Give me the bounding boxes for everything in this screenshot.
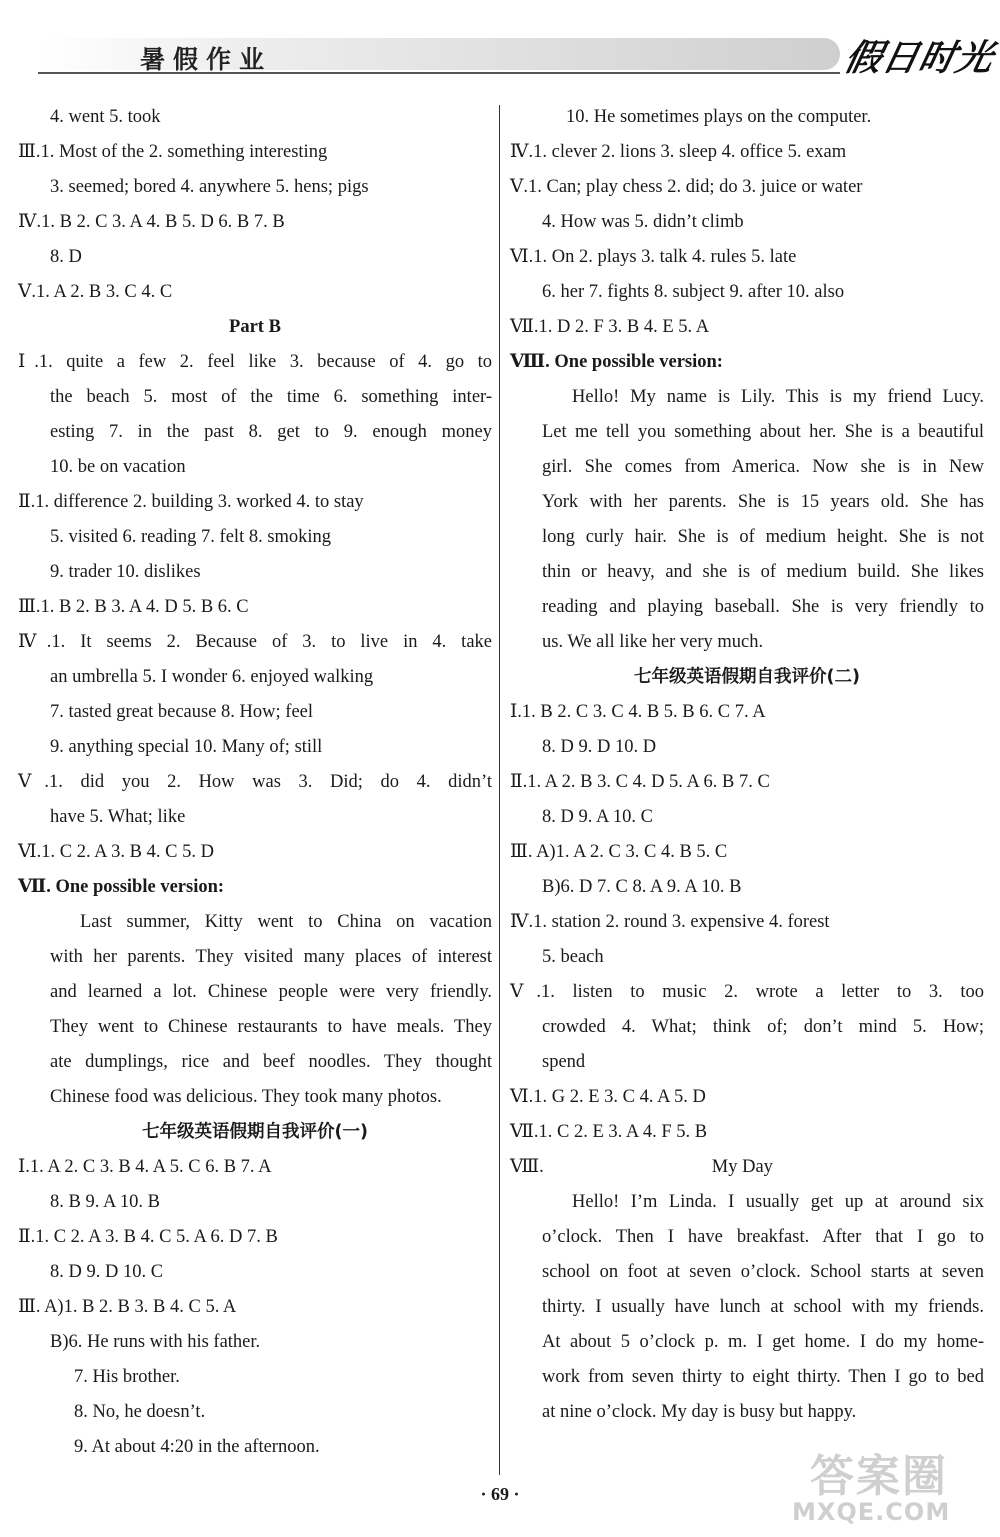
answer-line <box>18 205 492 240</box>
answer-line-text: Ⅱ.1. C 2. A 3. B 4. C 5. A 6. D 7. B <box>18 1227 278 1247</box>
answer-line-text: Ⅳ.1. station 2. round 3. expensive 4. forest <box>510 912 830 932</box>
answer-line <box>18 590 492 625</box>
answer-line <box>18 1080 492 1115</box>
answer-line <box>510 485 984 520</box>
answer-line-text: girl. She comes from America. Now she is in New <box>542 457 984 477</box>
answer-line <box>510 100 984 135</box>
answer-line-text: Ⅴ.1. listen to music 2. wrote a letter to 3. too <box>510 982 984 1002</box>
answer-line <box>510 520 984 555</box>
answer-line-text: us. We all like her very much. <box>542 632 764 652</box>
answer-line <box>510 1290 984 1325</box>
watermark-url: MXQE.COM <box>792 1498 951 1526</box>
answer-line <box>510 135 984 170</box>
answer-line-text: spend <box>542 1052 586 1072</box>
answer-line-text: 10. be on vacation <box>50 457 186 477</box>
answer-line <box>18 660 492 695</box>
answer-line-text: Ⅵ.1. G 2. E 3. C 4. A 5. D <box>510 1087 706 1107</box>
answer-line <box>510 835 984 870</box>
answer-line <box>18 1360 492 1395</box>
answer-line <box>18 835 492 870</box>
answer-line <box>18 1430 492 1465</box>
answer-line-text: Ⅲ.1. B 2. B 3. A 4. D 5. B 6. C <box>18 597 249 617</box>
answer-line <box>510 380 984 415</box>
answer-line <box>18 905 492 940</box>
answer-line-text: Ⅱ.1. A 2. B 3. C 4. D 5. A 6. B 7. C <box>510 772 770 792</box>
answer-line-text: Ⅲ. A)1. A 2. C 3. C 4. B 5. C <box>510 842 728 862</box>
answer-line-text: 8. D 9. D 10. C <box>50 1262 164 1282</box>
answer-line <box>510 240 984 275</box>
answer-line <box>18 870 492 905</box>
answer-line-text: 5. beach <box>542 947 604 967</box>
answer-line <box>18 485 492 520</box>
answer-line <box>18 520 492 555</box>
answer-line-text: B)6. D 7. C 8. A 9. A 10. B <box>542 877 742 897</box>
answer-line-text: At about 5 o’clock p. m. I get home. I do my home- <box>542 1332 984 1352</box>
answer-line <box>510 1010 984 1045</box>
answer-line <box>18 1115 492 1150</box>
answer-line <box>510 1115 984 1150</box>
answer-line <box>510 800 984 835</box>
answer-line-text: 8. D <box>50 247 82 267</box>
answer-line-text: 4. How was 5. didn’t climb <box>542 212 744 232</box>
essay-title: My Day <box>711 1157 773 1177</box>
right-column <box>510 100 984 1430</box>
answer-line <box>510 170 984 205</box>
answer-line-text: Ⅷ. <box>510 1157 544 1177</box>
answer-line-text: and learned a lot. Chinese people were very friendly. <box>50 982 492 1002</box>
answer-line <box>510 275 984 310</box>
answer-line <box>18 1010 492 1045</box>
answer-line-text: o’clock. Then I have breakfast. After that I go to <box>542 1227 984 1247</box>
page-header <box>0 0 1000 100</box>
answer-line-text: 9. At about 4:20 in the afternoon. <box>74 1437 320 1457</box>
answer-line <box>18 135 492 170</box>
answer-line-text: 7. tasted great because 8. How; feel <box>50 702 314 722</box>
answer-line <box>18 1150 492 1185</box>
answer-line-text: 8. B 9. A 10. B <box>50 1192 160 1212</box>
answer-line <box>510 1080 984 1115</box>
answer-line-text: Part B <box>229 317 281 337</box>
answer-line-text: 8. D 9. D 10. D <box>542 737 657 757</box>
answer-line-text: Ⅶ.1. D 2. F 3. B 4. E 5. A <box>510 317 710 337</box>
answer-line-text: 3. seemed; bored 4. anywhere 5. hens; pigs <box>50 177 369 197</box>
answer-line-text: ate dumplings, rice and beef noodles. They thought <box>50 1052 492 1072</box>
answer-line-text: Chinese food was delicious. They took many photos. <box>50 1087 442 1107</box>
answer-line <box>510 1325 984 1360</box>
answer-line <box>18 170 492 205</box>
answer-line <box>510 625 984 660</box>
answer-line <box>510 310 984 345</box>
answer-line-text: Let me tell you something about her. She is a beautiful <box>542 422 984 442</box>
answer-line <box>18 240 492 275</box>
answer-line-text: at nine o’clock. My day is busy but happy. <box>542 1402 857 1422</box>
answer-line-text: 9. anything special 10. Many of; still <box>50 737 323 757</box>
answer-line-text: Ⅲ.1. Most of the 2. something interesting <box>18 142 328 162</box>
answer-line-text: They went to Chinese restaurants to have meals. They <box>50 1017 492 1037</box>
answer-line <box>18 940 492 975</box>
answer-line-text: thin or heavy, and she is of medium build. She likes <box>542 562 984 582</box>
answer-line <box>18 345 492 380</box>
answer-line-text: Last summer, Kitty went to China on vacation <box>80 912 492 932</box>
answer-line-text: Ⅵ.1. C 2. A 3. B 4. C 5. D <box>18 842 214 862</box>
answer-line <box>18 275 492 310</box>
answer-line-text: with her parents. They visited many places of interest <box>50 947 492 967</box>
answer-line-text: esting 7. in the past 8. get to 9. enough money <box>50 422 492 442</box>
answer-line <box>18 380 492 415</box>
answer-line-text: Hello! My name is Lily. This is my friend Lucy. <box>572 387 984 407</box>
answer-line-text: Ⅴ.1. Can; play chess 2. did; do 3. juice or water <box>510 177 863 197</box>
answer-line-text: Ⅴ.1. A 2. B 3. C 4. C <box>18 282 173 302</box>
answer-line-text: reading and playing baseball. She is very friendly to <box>542 597 984 617</box>
answer-line-text: 七年级英语假期自我评价(二) <box>634 667 860 687</box>
answer-line <box>510 1150 984 1185</box>
answer-line <box>510 555 984 590</box>
answer-line <box>18 1045 492 1080</box>
answer-line-text: Ⅴ.1. did you 2. How was 3. Did; do 4. didn’t <box>18 772 492 792</box>
answer-line-text: Ⅳ.1. clever 2. lions 3. sleep 4. office 5. exam <box>510 142 847 162</box>
answer-line-text: 9. trader 10. dislikes <box>50 562 201 582</box>
answer-line <box>510 660 984 695</box>
answer-line <box>18 765 492 800</box>
answer-line <box>18 555 492 590</box>
answer-line-text: crowded 4. What; think of; don’t mind 5. How; <box>542 1017 984 1037</box>
answer-line-text: the beach 5. most of the time 6. something inter- <box>50 387 492 407</box>
answer-line-text: school on foot at seven o’clock. School starts at seven <box>542 1262 984 1282</box>
left-column <box>18 100 492 1465</box>
answer-line <box>18 625 492 660</box>
answer-line <box>510 765 984 800</box>
answer-line-text: 8. No, he doesn’t. <box>74 1402 206 1422</box>
answer-line-text: Ⅳ.1. B 2. C 3. A 4. B 5. D 6. B 7. B <box>18 212 285 232</box>
answer-line-text: Ⅷ. One possible version: <box>510 352 723 372</box>
answer-line-text: Ⅰ.1. B 2. C 3. C 4. B 5. B 6. C 7. A <box>510 702 766 722</box>
answer-line-text: 8. D 9. A 10. C <box>542 807 654 827</box>
answer-line <box>18 1185 492 1220</box>
answer-line <box>510 870 984 905</box>
answer-line <box>18 800 492 835</box>
answer-line <box>18 310 492 345</box>
answer-line <box>510 940 984 975</box>
answer-line <box>18 1395 492 1430</box>
answer-line <box>18 100 492 135</box>
answer-line <box>510 450 984 485</box>
answer-line <box>510 415 984 450</box>
page-number: · 69 · <box>480 1484 520 1504</box>
answer-line <box>510 345 984 380</box>
answer-line <box>510 1045 984 1080</box>
answer-line-text: work from seven thirty to eight thirty. Then I go to bed <box>542 1367 984 1387</box>
answer-line-text: Ⅲ. A)1. B 2. B 3. B 4. C 5. A <box>18 1297 237 1317</box>
answer-line <box>510 975 984 1010</box>
answer-line <box>510 695 984 730</box>
answer-line-text: Ⅰ.1. A 2. C 3. B 4. A 5. C 6. B 7. A <box>18 1157 272 1177</box>
answer-line-text: Ⅱ.1. difference 2. building 3. worked 4. to stay <box>18 492 364 512</box>
answer-line-text: 七年级英语假期自我评价(一) <box>142 1122 368 1142</box>
header-logo: 假日时光 <box>841 38 998 79</box>
answer-line <box>18 1325 492 1360</box>
answer-line-text: long curly hair. She is of medium height. She is not <box>542 527 984 547</box>
answer-line <box>18 1220 492 1255</box>
answer-line <box>510 1255 984 1290</box>
answer-line <box>18 1255 492 1290</box>
watermark-text: 答案圈 <box>810 1451 948 1502</box>
answer-line <box>510 1185 984 1220</box>
answer-line <box>510 590 984 625</box>
answer-line-text: 4. went 5. took <box>50 107 161 127</box>
answer-line <box>510 1220 984 1255</box>
answer-line <box>510 905 984 940</box>
answer-line-text: an umbrella 5. I wonder 6. enjoyed walking <box>50 667 374 687</box>
answer-line-text: 6. her 7. fights 8. subject 9. after 10. also <box>542 282 845 302</box>
answer-line-text: Hello! I’m Linda. I usually get up at around six <box>572 1192 984 1212</box>
answer-line-text: Ⅳ.1. It seems 2. Because of 3. to live in 4. take <box>18 632 492 652</box>
answer-line-text: Ⅶ. One possible version: <box>18 877 225 897</box>
answer-line <box>18 1290 492 1325</box>
watermark-logo <box>770 1440 990 1530</box>
header-title: 暑假作业 <box>140 45 273 74</box>
answer-line <box>18 975 492 1010</box>
answer-line <box>510 205 984 240</box>
answer-line-text: Ⅰ.1. quite a few 2. feel like 3. because of 4. go to <box>18 352 492 372</box>
answer-line-text: thirty. I usually have lunch at school with my friends. <box>542 1297 984 1317</box>
answer-line <box>510 730 984 765</box>
answer-line-text: 7. His brother. <box>74 1367 180 1387</box>
answer-line <box>510 1395 984 1430</box>
answer-line <box>18 450 492 485</box>
answer-line-text: have 5. What; like <box>50 807 186 827</box>
answer-line-text: 5. visited 6. reading 7. felt 8. smoking <box>50 527 332 547</box>
answer-line <box>18 695 492 730</box>
answer-line-text: 10. He sometimes plays on the computer. <box>566 107 872 127</box>
answer-line-text: York with her parents. She is 15 years old. She has <box>542 492 984 512</box>
answer-line <box>510 1360 984 1395</box>
answer-line-text: Ⅶ.1. C 2. E 3. A 4. F 5. B <box>510 1122 708 1142</box>
answer-line <box>18 415 492 450</box>
answer-line-text: B)6. He runs with his father. <box>50 1332 261 1352</box>
column-divider <box>499 105 500 1475</box>
answer-line-text: Ⅵ.1. On 2. plays 3. talk 4. rules 5. late <box>510 247 797 267</box>
answer-line <box>18 730 492 765</box>
